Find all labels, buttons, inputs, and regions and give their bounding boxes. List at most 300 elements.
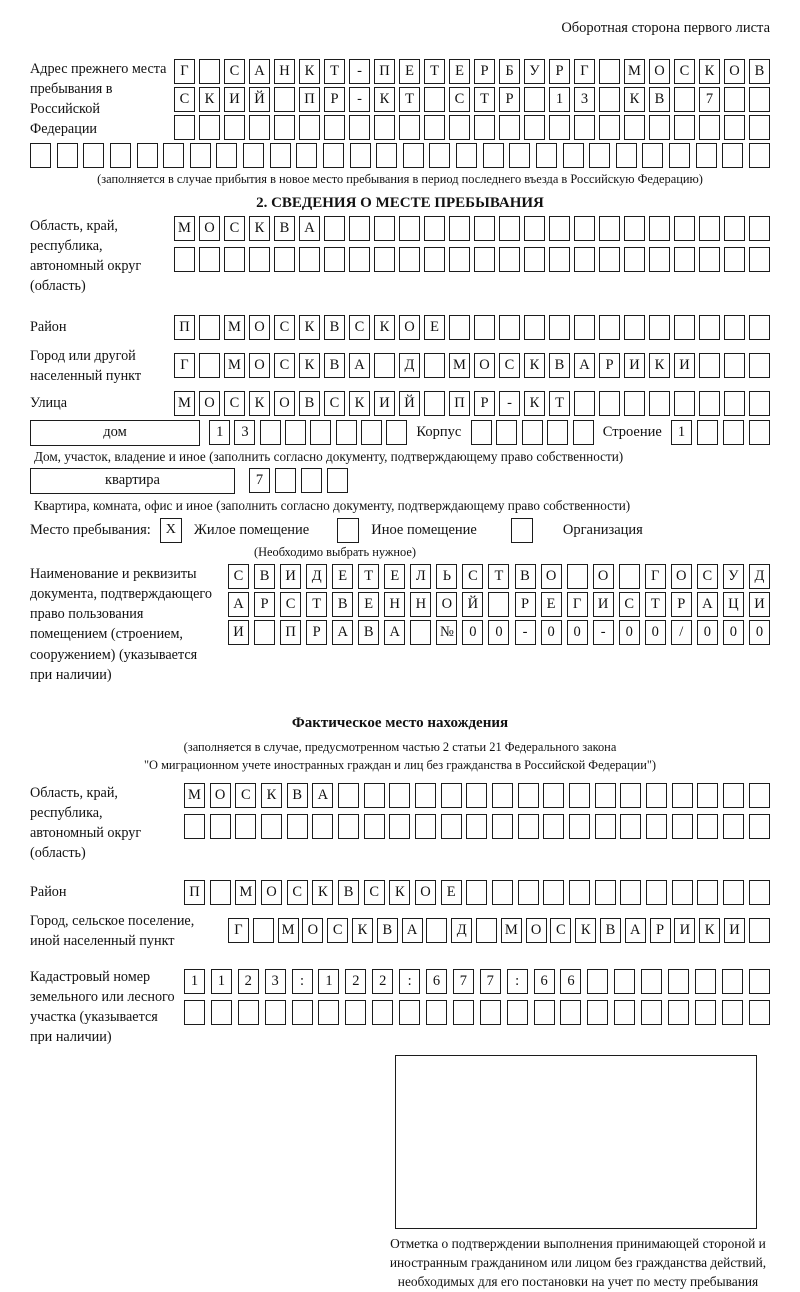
char-cell xyxy=(574,391,595,416)
stay-type-note: (Необходимо выбрать нужное) xyxy=(253,544,417,559)
char-cell: Е xyxy=(358,592,379,617)
flat-note: Квартира, комната, офис и иное (заполнить согласно документу, подтверждающему право собственности) xyxy=(34,497,631,513)
char-cell xyxy=(429,143,450,168)
char-cell xyxy=(674,87,695,112)
char-cell: К xyxy=(312,880,333,905)
field-actual-city xyxy=(30,911,770,951)
char-cell: 6 xyxy=(534,969,555,994)
char-cell xyxy=(749,143,770,168)
prev-address-note: (заполняется в случае прибытия в новое место пребывания в период последнего въезда в Российскую Федерацию) xyxy=(97,172,703,186)
char-cell: О xyxy=(593,564,614,589)
char-cell xyxy=(299,247,320,272)
char-cell xyxy=(589,143,610,168)
char-cell xyxy=(674,216,695,241)
char-cell xyxy=(749,247,770,272)
char-cell: П xyxy=(374,59,395,84)
char-cell: 1 xyxy=(211,969,232,994)
char-cell xyxy=(620,783,641,808)
char-cell xyxy=(749,880,770,905)
char-cell xyxy=(624,216,645,241)
char-cell xyxy=(624,391,645,416)
flat-line xyxy=(30,468,770,494)
actual-region-row-2 xyxy=(184,814,770,839)
char-cell xyxy=(492,880,513,905)
char-cell: Р xyxy=(515,592,536,617)
document-row-1 xyxy=(228,564,770,589)
char-cell xyxy=(599,315,620,340)
char-cell xyxy=(723,814,744,839)
char-cell xyxy=(574,115,595,140)
char-cell: П xyxy=(280,620,301,645)
char-cell xyxy=(210,880,231,905)
char-cell: К xyxy=(389,880,410,905)
stay-option-checkbox-residential: X xyxy=(160,518,182,543)
char-cell: С xyxy=(349,315,370,340)
char-cell: С xyxy=(224,59,245,84)
char-cell xyxy=(199,115,220,140)
char-cell: Т xyxy=(399,87,420,112)
char-cell xyxy=(238,1000,259,1025)
char-cell: 2 xyxy=(238,969,259,994)
char-cell xyxy=(699,353,720,378)
field-district xyxy=(30,315,770,340)
char-cell: М xyxy=(224,315,245,340)
char-cell xyxy=(349,115,370,140)
char-cell xyxy=(338,783,359,808)
char-cell: Г xyxy=(574,59,595,84)
char-cell: Т xyxy=(549,391,570,416)
char-cell xyxy=(697,420,718,445)
char-cell xyxy=(749,87,770,112)
char-cell xyxy=(372,1000,393,1025)
char-cell xyxy=(574,247,595,272)
char-cell xyxy=(235,814,256,839)
char-cell xyxy=(641,969,662,994)
char-cell: И xyxy=(674,918,695,943)
char-cell: К xyxy=(524,353,545,378)
char-cell: 3 xyxy=(574,87,595,112)
char-cell: - xyxy=(593,620,614,645)
field-actual-district xyxy=(30,880,770,905)
char-cell xyxy=(476,918,497,943)
char-cell xyxy=(338,814,359,839)
char-cell: Г xyxy=(645,564,666,589)
confirmation-mark-box xyxy=(395,1055,757,1229)
char-cell xyxy=(549,115,570,140)
char-cell: И xyxy=(674,353,695,378)
char-cell: В xyxy=(324,315,345,340)
char-cell: Р xyxy=(499,87,520,112)
char-cell xyxy=(287,814,308,839)
char-cell xyxy=(426,1000,447,1025)
char-cell xyxy=(749,115,770,140)
char-cell xyxy=(695,969,716,994)
char-cell xyxy=(199,247,220,272)
char-cell: Р xyxy=(671,592,692,617)
char-cell: 0 xyxy=(723,620,744,645)
char-cell xyxy=(723,880,744,905)
char-cell xyxy=(361,420,382,445)
char-cell: О xyxy=(436,592,457,617)
char-cell: Г xyxy=(567,592,588,617)
char-cell xyxy=(599,87,620,112)
char-cell xyxy=(426,918,447,943)
char-cell xyxy=(492,783,513,808)
char-cell: М xyxy=(174,391,195,416)
char-cell xyxy=(543,783,564,808)
actual-location-note-2: "О миграционном учете иностранных граждан и лиц без гражданства в Российской Федерации") xyxy=(143,757,657,772)
char-cell xyxy=(449,115,470,140)
char-cell xyxy=(573,420,594,445)
char-cell: 6 xyxy=(426,969,447,994)
char-cell: М xyxy=(449,353,470,378)
stay-option-checkbox-organization xyxy=(511,518,533,543)
char-cell xyxy=(265,1000,286,1025)
char-cell xyxy=(749,353,770,378)
char-cell: М xyxy=(174,216,195,241)
char-cell xyxy=(471,420,492,445)
char-cell xyxy=(649,247,670,272)
char-cell xyxy=(620,880,641,905)
char-cell: К xyxy=(374,315,395,340)
char-cell: О xyxy=(261,880,282,905)
char-cell: В xyxy=(600,918,621,943)
char-cell xyxy=(524,315,545,340)
char-cell xyxy=(749,420,770,445)
char-cell xyxy=(599,247,620,272)
char-cell: В xyxy=(338,880,359,905)
flat-cells xyxy=(249,468,348,493)
char-cell xyxy=(211,1000,232,1025)
char-cell xyxy=(474,216,495,241)
stay-option-label-residential: Жилое помещение xyxy=(193,521,310,538)
char-cell xyxy=(350,143,371,168)
char-cell: И xyxy=(593,592,614,617)
field-region xyxy=(30,216,770,297)
char-cell xyxy=(318,1000,339,1025)
actual-location-title: Фактическое место нахождения xyxy=(291,714,509,731)
char-cell xyxy=(424,247,445,272)
char-cell: К xyxy=(299,353,320,378)
char-cell xyxy=(324,216,345,241)
stay-option-label-other: Иное помещение xyxy=(371,521,477,538)
char-cell xyxy=(543,880,564,905)
char-cell xyxy=(312,814,333,839)
stay-type-line xyxy=(30,518,770,543)
char-cell xyxy=(569,783,590,808)
char-cell: К xyxy=(624,87,645,112)
char-cell xyxy=(199,59,220,84)
char-cell xyxy=(499,115,520,140)
stroenie-cells xyxy=(671,420,770,445)
char-cell xyxy=(641,1000,662,1025)
cadastre-label: Кадастровый номер земельного или лесного участка (указывается при наличии) xyxy=(30,968,175,1046)
char-cell: П xyxy=(174,315,195,340)
char-cell xyxy=(624,315,645,340)
char-cell: С xyxy=(224,216,245,241)
stay-option-checkbox-other xyxy=(337,518,359,543)
char-cell xyxy=(722,969,743,994)
char-cell: А xyxy=(625,918,646,943)
char-cell: А xyxy=(312,783,333,808)
char-cell xyxy=(722,143,743,168)
korpus-cells xyxy=(471,420,594,445)
prev-address-row-1 xyxy=(174,59,770,84)
char-cell xyxy=(599,216,620,241)
char-cell: - xyxy=(349,87,370,112)
char-cell xyxy=(466,783,487,808)
char-cell: А xyxy=(249,59,270,84)
char-cell: - xyxy=(499,391,520,416)
char-cell: Е xyxy=(449,59,470,84)
char-cell: С xyxy=(280,592,301,617)
char-cell: Г xyxy=(174,353,195,378)
char-cell: 7 xyxy=(699,87,720,112)
char-cell: С xyxy=(550,918,571,943)
char-cell xyxy=(137,143,158,168)
char-cell: О xyxy=(249,315,270,340)
char-cell: И xyxy=(228,620,249,645)
char-cell: 0 xyxy=(645,620,666,645)
char-cell: Р xyxy=(254,592,275,617)
char-cell xyxy=(292,1000,313,1025)
char-cell xyxy=(723,420,744,445)
cadastre-row-1 xyxy=(184,969,770,994)
char-cell xyxy=(243,143,264,168)
char-cell: С xyxy=(449,87,470,112)
char-cell xyxy=(699,115,720,140)
char-cell: П xyxy=(184,880,205,905)
document-label: Наименование и реквизиты документа, подтверждающего право пользования помещением (строением, сооружением) (указывается при наличии) xyxy=(30,565,212,683)
street-label: Улица xyxy=(30,395,68,412)
char-cell xyxy=(415,814,436,839)
char-cell: Ц xyxy=(723,592,744,617)
char-cell: С xyxy=(327,918,348,943)
city-row xyxy=(174,353,770,378)
char-cell xyxy=(518,783,539,808)
field-actual-region xyxy=(30,783,770,864)
char-cell: П xyxy=(449,391,470,416)
prev-address-row-3 xyxy=(174,115,770,140)
actual-location-note-1: (заполняется в случае, предусмотренном частью 2 статьи 21 Федерального закона xyxy=(183,739,617,754)
char-cell xyxy=(199,353,220,378)
char-cell xyxy=(595,783,616,808)
prev-address-row-4 xyxy=(30,143,770,168)
char-cell xyxy=(699,216,720,241)
confirmation-caption: Отметка о подтверждении выполнения принимающей стороной и иностранным гражданином или лицом без гражданства действий, необходимых для его постановки на учет по месту пребывания xyxy=(389,1236,767,1289)
char-cell: Р xyxy=(324,87,345,112)
char-cell xyxy=(524,115,545,140)
char-cell: К xyxy=(575,918,596,943)
char-cell: Д xyxy=(451,918,472,943)
char-cell: К xyxy=(649,353,670,378)
char-cell: Б xyxy=(499,59,520,84)
char-cell: К xyxy=(249,391,270,416)
char-cell xyxy=(274,115,295,140)
char-cell xyxy=(524,216,545,241)
char-cell: 3 xyxy=(265,969,286,994)
char-cell: У xyxy=(524,59,545,84)
char-cell xyxy=(349,216,370,241)
char-cell: О xyxy=(210,783,231,808)
char-cell xyxy=(560,1000,581,1025)
flat-type-box: квартира xyxy=(30,468,235,494)
char-cell: 2 xyxy=(372,969,393,994)
char-cell: В xyxy=(549,353,570,378)
char-cell: Е xyxy=(541,592,562,617)
field-cadastre xyxy=(30,967,770,1048)
prev-address-row-2 xyxy=(174,87,770,112)
actual-city-row xyxy=(228,918,770,943)
char-cell xyxy=(587,969,608,994)
char-cell xyxy=(410,620,431,645)
char-cell: С xyxy=(364,880,385,905)
char-cell xyxy=(261,814,282,839)
char-cell xyxy=(749,1000,770,1025)
char-cell xyxy=(674,115,695,140)
char-cell: 7 xyxy=(453,969,474,994)
char-cell xyxy=(722,1000,743,1025)
char-cell: С xyxy=(619,592,640,617)
char-cell xyxy=(199,315,220,340)
char-cell xyxy=(646,880,667,905)
char-cell xyxy=(424,216,445,241)
char-cell xyxy=(324,247,345,272)
char-cell xyxy=(30,143,51,168)
char-cell: М xyxy=(278,918,299,943)
char-cell xyxy=(563,143,584,168)
char-cell: В xyxy=(749,59,770,84)
char-cell: С xyxy=(499,353,520,378)
char-cell xyxy=(389,814,410,839)
char-cell: Р xyxy=(599,353,620,378)
char-cell xyxy=(466,814,487,839)
char-cell: Н xyxy=(274,59,295,84)
char-cell: Е xyxy=(384,564,405,589)
char-cell: П xyxy=(299,87,320,112)
char-cell: В xyxy=(377,918,398,943)
char-cell xyxy=(699,247,720,272)
char-cell xyxy=(724,315,745,340)
char-cell: Д xyxy=(399,353,420,378)
char-cell: О xyxy=(671,564,692,589)
char-cell xyxy=(415,783,436,808)
page-side-title: Оборотная сторона первого листа xyxy=(561,20,770,36)
house-line xyxy=(30,420,770,446)
char-cell: 0 xyxy=(541,620,562,645)
char-cell xyxy=(599,391,620,416)
char-cell: С xyxy=(674,59,695,84)
char-cell xyxy=(424,353,445,378)
char-cell xyxy=(456,143,477,168)
char-cell xyxy=(453,1000,474,1025)
char-cell xyxy=(624,115,645,140)
char-cell: 7 xyxy=(480,969,501,994)
actual-district-label: Район xyxy=(30,883,67,900)
char-cell: В xyxy=(324,353,345,378)
char-cell xyxy=(536,143,557,168)
field-prev-address xyxy=(30,59,770,140)
char-cell: В xyxy=(332,592,353,617)
char-cell: Д xyxy=(306,564,327,589)
char-cell: С xyxy=(287,880,308,905)
char-cell xyxy=(569,880,590,905)
char-cell xyxy=(699,391,720,416)
char-cell xyxy=(474,247,495,272)
char-cell: Т xyxy=(645,592,666,617)
char-cell xyxy=(364,783,385,808)
char-cell: Т xyxy=(358,564,379,589)
char-cell: В xyxy=(358,620,379,645)
char-cell xyxy=(499,315,520,340)
char-cell xyxy=(599,115,620,140)
char-cell: О xyxy=(249,353,270,378)
char-cell: И xyxy=(280,564,301,589)
char-cell: К xyxy=(249,216,270,241)
char-cell: Т xyxy=(474,87,495,112)
char-cell: 0 xyxy=(697,620,718,645)
char-cell: Е xyxy=(441,880,462,905)
char-cell xyxy=(374,216,395,241)
char-cell: О xyxy=(274,391,295,416)
char-cell: Р xyxy=(549,59,570,84)
char-cell: В xyxy=(274,216,295,241)
char-cell xyxy=(614,1000,635,1025)
char-cell: А xyxy=(349,353,370,378)
char-cell xyxy=(649,216,670,241)
char-cell xyxy=(492,814,513,839)
char-cell: Й xyxy=(249,87,270,112)
char-cell: С xyxy=(174,87,195,112)
char-cell: Ь xyxy=(436,564,457,589)
char-cell xyxy=(749,216,770,241)
char-cell: И xyxy=(624,353,645,378)
district-label: Район xyxy=(30,319,67,336)
char-cell: : xyxy=(292,969,313,994)
char-cell xyxy=(374,115,395,140)
char-cell xyxy=(399,115,420,140)
region-label: Область, край, республика, автономный округ (область) xyxy=(30,218,142,295)
char-cell: О xyxy=(399,315,420,340)
house-note: Дом, участок, владение и иное (заполнить согласно документу, подтверждающему право собственности) xyxy=(34,448,624,464)
char-cell xyxy=(488,592,509,617)
char-cell: И xyxy=(224,87,245,112)
char-cell xyxy=(509,143,530,168)
char-cell xyxy=(57,143,78,168)
section2-title: 2. СВЕДЕНИЯ О МЕСТЕ ПРЕБЫВАНИЯ xyxy=(256,195,544,211)
char-cell: О xyxy=(199,391,220,416)
char-cell: Р xyxy=(306,620,327,645)
char-cell xyxy=(399,1000,420,1025)
char-cell xyxy=(672,783,693,808)
char-cell: К xyxy=(261,783,282,808)
char-cell: Г xyxy=(174,59,195,84)
char-cell xyxy=(620,814,641,839)
char-cell xyxy=(587,1000,608,1025)
char-cell xyxy=(216,143,237,168)
char-cell xyxy=(301,468,322,493)
prev-address-rows xyxy=(174,59,770,140)
char-cell: 3 xyxy=(234,420,255,445)
char-cell: К xyxy=(374,87,395,112)
char-cell xyxy=(249,247,270,272)
char-cell xyxy=(616,143,637,168)
document-row-3 xyxy=(228,620,770,645)
char-cell xyxy=(549,247,570,272)
char-cell: С xyxy=(228,564,249,589)
char-cell xyxy=(599,59,620,84)
char-cell xyxy=(749,391,770,416)
